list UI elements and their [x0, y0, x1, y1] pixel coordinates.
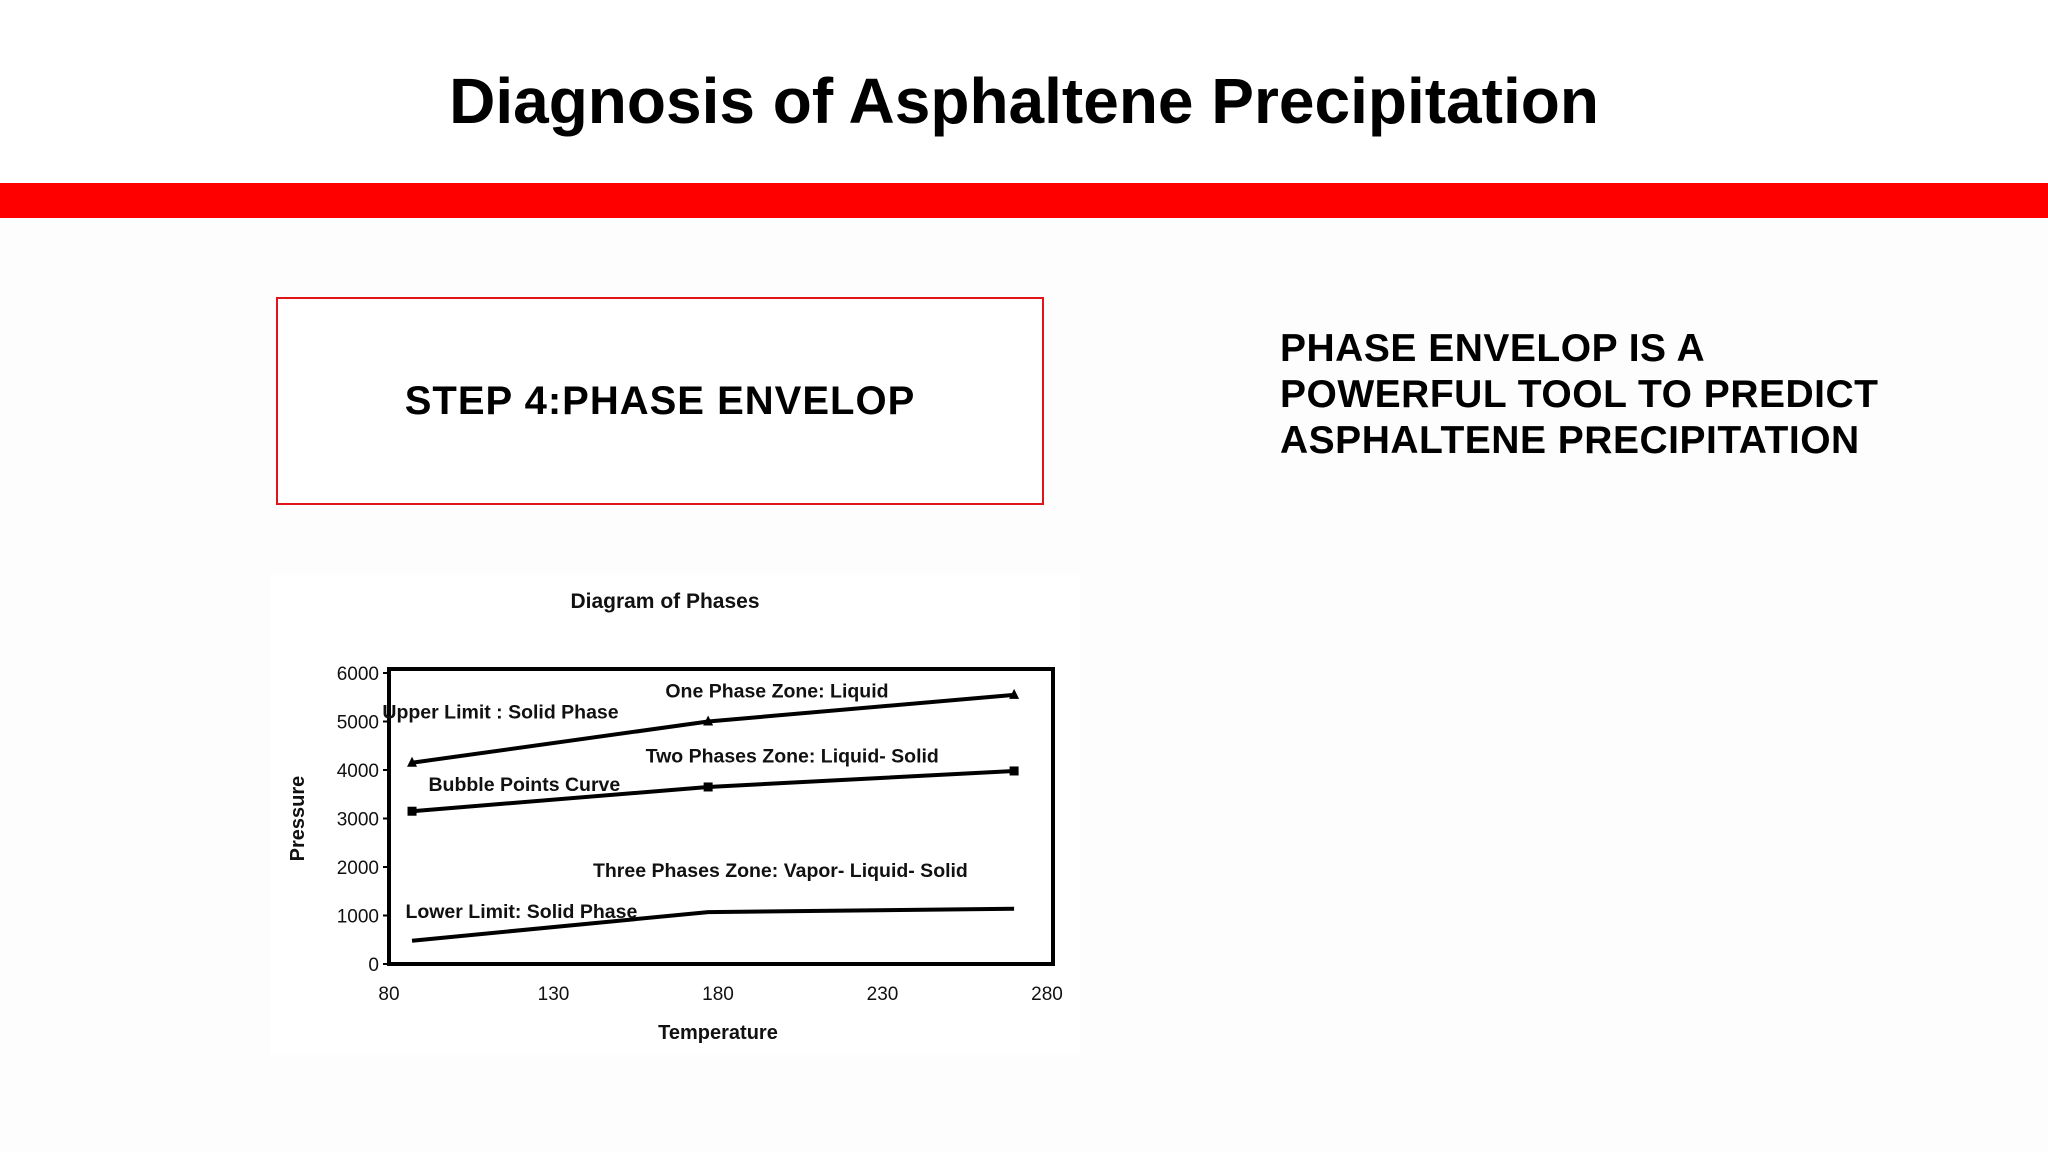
x-tick-label: 280: [1031, 984, 1063, 1005]
chart-annotation: One Phase Zone: Liquid: [665, 680, 889, 703]
y-tick-label: 3000: [336, 809, 379, 831]
chart-annotation: Bubble Points Curve: [428, 773, 621, 796]
chart-svg: [270, 575, 1080, 1055]
y-tick-label: 2000: [336, 858, 379, 879]
x-axis-label: Temperature: [658, 1022, 778, 1044]
chart-background: [270, 575, 1080, 1055]
step-label: STEP 4:PHASE ENVELOP: [404, 378, 916, 423]
y-tick-label: 6000: [336, 664, 379, 685]
side-statement: PHASE ENVELOP IS A POWERFUL TOOL TO PREDICT ASPHALTENE PRECIPITATION: [1280, 327, 1879, 462]
x-tick-label: 180: [702, 984, 734, 1005]
chart-title: Diagram of Phases: [570, 590, 760, 613]
x-tick-label: 130: [537, 984, 570, 1005]
chart-annotation: Two Phases Zone: Liquid- Solid: [645, 745, 939, 768]
data-point-square: [1010, 766, 1019, 775]
chart-annotation: Upper Limit : Solid Phase: [382, 701, 619, 724]
title-divider: [0, 183, 2048, 218]
data-point-square: [704, 782, 713, 791]
phase-diagram-chart: [270, 575, 1080, 1055]
data-point-square: [408, 807, 417, 816]
x-tick-label: 80: [378, 984, 400, 1005]
slide-title: Diagnosis of Asphaltene Precipitation: [449, 65, 1599, 137]
y-tick-label: 1000: [336, 906, 379, 928]
step-box: [276, 297, 1044, 505]
y-tick-label: 4000: [336, 761, 379, 782]
y-tick-label: 0: [368, 955, 379, 976]
chart-annotation: Lower Limit: Solid Phase: [405, 900, 638, 923]
y-tick-label: 5000: [336, 712, 379, 734]
y-axis-label: Pressure: [287, 775, 309, 862]
chart-annotation: Three Phases Zone: Vapor- Liquid- Solid: [592, 860, 968, 883]
x-tick-label: 230: [866, 984, 899, 1005]
